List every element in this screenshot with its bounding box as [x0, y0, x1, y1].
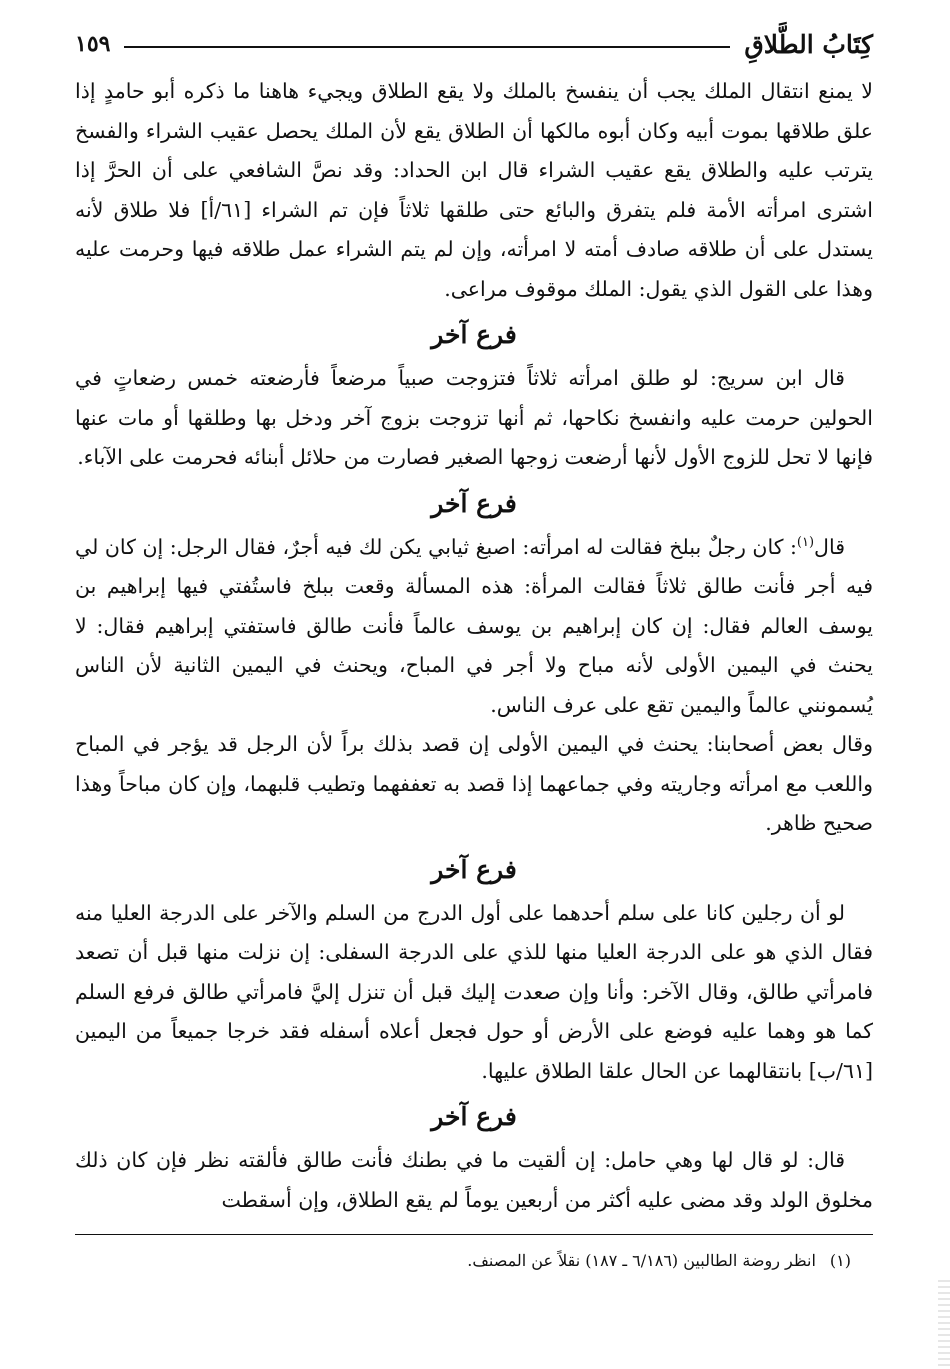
paragraph-lead: قال	[814, 534, 845, 559]
page-body	[75, 72, 873, 1220]
paragraph: قال ابن سريج: لو طلق امرأته ثلاثاً فتزوجت صبياً مرضعاً فأرضعته خمس رضعاتٍ في الحولين حرمت عليه وانفسخ نكاحها، ثم أنها تزوجت بزوج آخر ودخل بها وطلقها أو مات عنها فإنها لا تحل للزوج الأول لأنها أرضعت زوجها الصغير فصارت من حلائل أبنائه فحرمت على الآباء.	[75, 366, 873, 469]
section-heading: فرع آخر	[431, 488, 517, 518]
book-page	[75, 22, 873, 1273]
section-heading: فرع آخر	[431, 854, 517, 884]
footnote-rule	[75, 1234, 873, 1235]
paragraph: وقال بعض أصحابنا: يحنث في اليمين الأولى إن قصد بذلك براً لأن الرجل قد يؤجر في المباح واللعب مع امرأته وجاريته وفي جماعهما إذا قصد به تعففهما وتطيب قلبهما، وإن كان مباحاً وهذا صحيح ظاهر.	[75, 732, 873, 835]
paragraph	[75, 528, 873, 726]
footnote	[75, 1249, 851, 1273]
book-title: كِتَابُ الطَّلاقِ	[744, 29, 873, 59]
paragraph: لا يمنع انتقال الملك يجب أن ينفسخ بالملك ولا يقع الطلاق ويجيء هاهنا ما ذكره أبو حامدٍ إذا علق طلاقها بموت أبيه وكان أبوه مالكها أن الطلاق يقع لأن الملك يحصل عقيب الشراء والفسخ يترتب عليه والطلاق يقع عقيب الشراء قال ابن الحداد: وقد نصَّ الشافعي على أن الحرَّ إذا اشترى امرأته الأمة فلم يتفرق والبائع حتى طلقها ثلاثاً فإن تم الشراء [٦١/أ] فلا طلاق لأنه يستدل على أن طلاقه صادف أمته لا امرأته، وإن لم يتم الشراء عمل طلاقه فيها وحرمت عليه وهذا على القول الذي يقول: الملك موقوف مراعى.	[75, 79, 873, 301]
header-rule	[124, 46, 730, 48]
paragraph-rest: : كان رجلٌ ببلخ فقالت له امرأته: اصبغ ثيابي يكن لك فيه أجرٌ، فقال الرجل: إن كان لي فيه أجر فأنت طالق ثلاثاً فقالت المرأة: هذه المسألة وقعت ببلخ فاستُفتي فيها إبراهيم بن يوسف العالم فقال: إن كان إبراهيم بن يوسف عالماً فأنت طالق فاستفتي إبراهيم فقال: لا يحنث في اليمين الأولى لأنه مباح ولا أجر في المباح، ويحنث في اليمين الثانية لأن الناس يُسمونني عالماً واليمين تقع على عرف الناس.	[75, 534, 873, 717]
footnote-text: انظر روضة الطالبين (٦/١٨٦ ـ ١٨٧) نقلاً عن المصنف.	[467, 1251, 816, 1270]
scan-edge-artifact	[938, 1280, 950, 1369]
section-heading: فرع آخر	[431, 1102, 517, 1131]
running-header	[75, 22, 873, 66]
footnote-number: (١)	[829, 1251, 851, 1270]
paragraph: لو أن رجلين كانا على سلم أحدهما على أول الدرج من السلم والآخر على الدرجة العليا منه فقال الذي هو على الدرجة العليا منها للذي على الدرجة السفلى: إن نزلت منها قبل أن تصعد فامرأتي طالق، وقال الآخر: وأنا وإن صعدت إليك قبل أن تنزل إليَّ فامرأتي طالق فرفع السلم كما هو وهما عليه فوضع على الأرض أو حول فجعل أعلاه أسفله فقد خرجا جميعاً من اليمين [٦١/ب] بانتقالهما عن الحال علقا الطلاق عليها.	[75, 900, 873, 1083]
page-number: ١٥٩	[75, 31, 111, 57]
footnote-reference[interactable]: (١)	[796, 534, 815, 550]
section-heading: فرع آخر	[431, 320, 517, 349]
paragraph: قال: لو قال لها وهي حامل: إن ألقيت ما في بطنك فأنت طالق فألقته نظر فإن كان ذلك مخلوق الولد وقد مضى عليه أكثر من أربعين يوماً لم يقع الطلاق، وإن أسقطت	[75, 1148, 873, 1212]
